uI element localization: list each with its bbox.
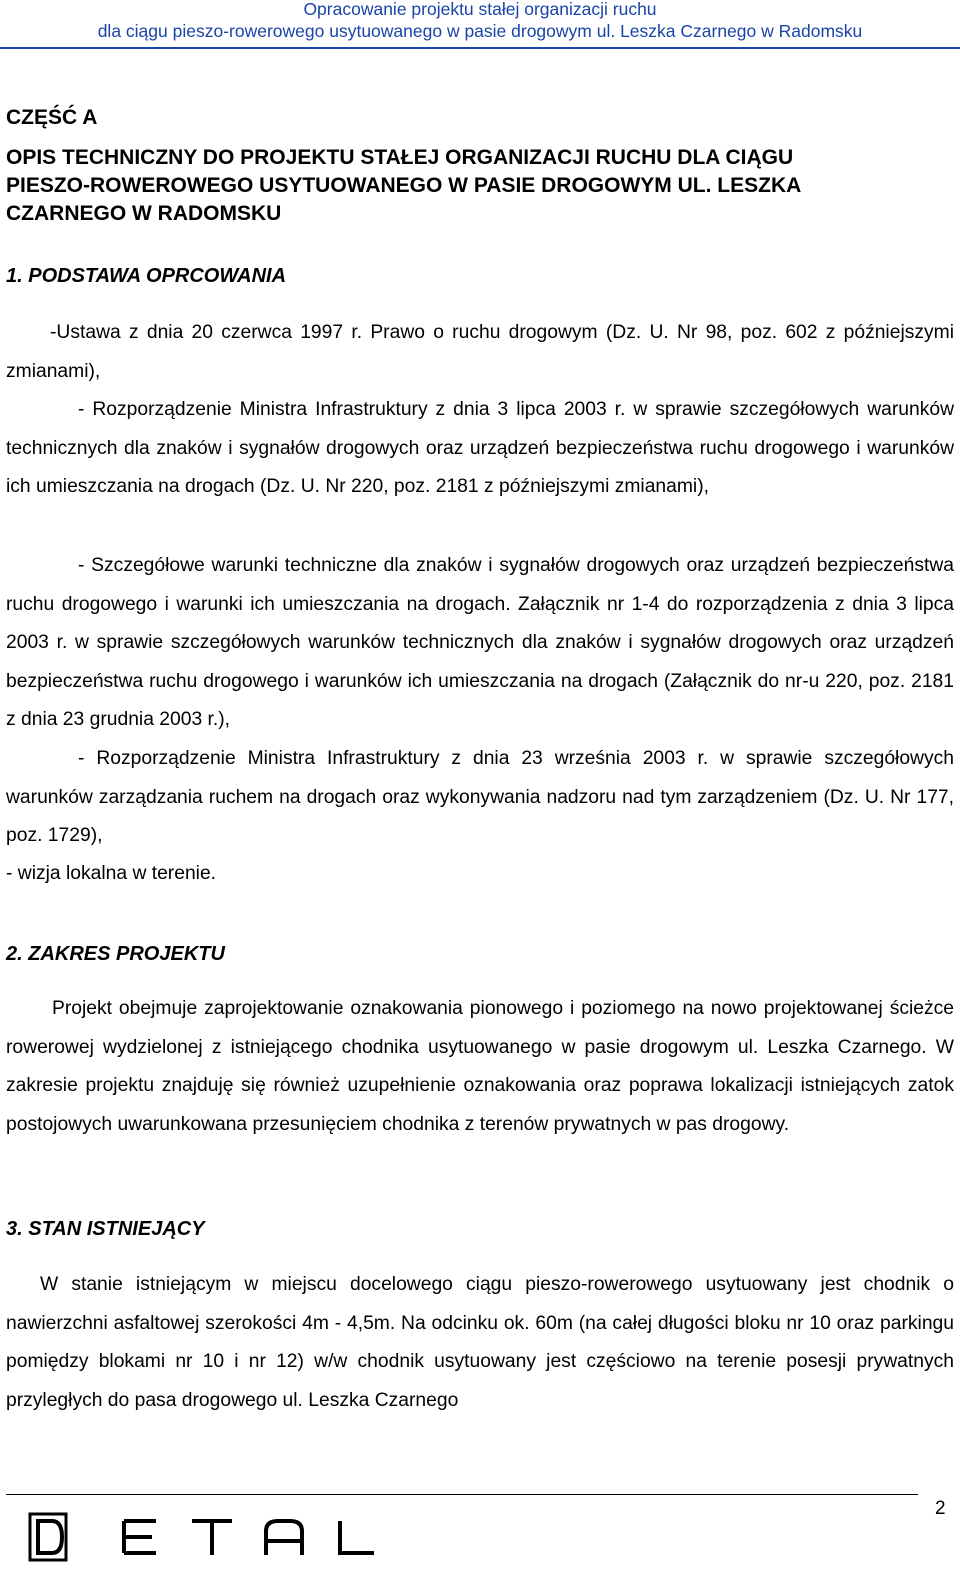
section-1-item-2 xyxy=(6,391,954,507)
section-2-heading: 2. ZAKRES PROJEKTU xyxy=(6,943,225,965)
section-1-item-4 xyxy=(6,740,954,856)
section-1-item-2-text: - Rozporządzenie Ministra Infrastruktury z dnia 3 lipca 2003 r. w sprawie szczegółowych warunków technicznych dla znaków i sygnałów drogowych oraz urządzeń bezpieczeństwa ruchu drogowego i warunków ich umieszczania na drogach (Dz. U. Nr 220, poz. 2181 z późniejszymi zmianami), xyxy=(6,399,954,497)
page-number: 2 xyxy=(935,1498,946,1519)
header-line-1: Opracowanie projektu stałej organizacji ruchu xyxy=(303,0,657,19)
document-title-line-2: PIESZO-ROWEROWEGO USYTUOWANEGO W PASIE DROGOWYM UL. LESZKA xyxy=(6,174,802,197)
section-1-item-5 xyxy=(6,855,954,894)
section-1-item-4-text: - Rozporządzenie Ministra Infrastruktury z dnia 23 września 2003 r. w sprawie szczegółowych warunków zarządzania ruchem na drogach oraz wykonywania nadzoru nad tym zarządzeniem (Dz. U. Nr 177, poz. 1729), xyxy=(6,748,954,846)
section-1-heading: 1. PODSTAWA OPRCOWANIA xyxy=(6,265,287,287)
section-1-item-1 xyxy=(6,314,954,391)
document-title-line-1: OPIS TECHNICZNY DO PROJEKTU STAŁEJ ORGANIZACJI RUCHU DLA CIĄGU xyxy=(6,146,794,169)
section-1-item-3 xyxy=(6,547,954,740)
section-2-paragraph xyxy=(6,990,954,1144)
footer-divider xyxy=(6,1494,918,1495)
part-label: CZĘŚĆ A xyxy=(6,106,98,129)
section-1-item-5-text: - wizja lokalna w terenie. xyxy=(6,863,217,884)
header-divider xyxy=(0,47,960,49)
document-title-line-3: CZARNEGO W RADOMSKU xyxy=(6,202,282,225)
section-1-item-3-text: - Szczegółowe warunki techniczne dla znaków i sygnałów drogowych oraz urządzeń bezpieczeństwa ruchu drogowego i warunki ich umieszczania na drogach. Załącznik nr 1-4 do rozporządzenia z dnia 3 lipca 2003 r. w sprawie szczegółowych warunków technicznych dla znaków i sygnałów drogowych oraz urządzeń bezpieczeństwa ruchu drogowego i warunków ich umieszczania na drogach (Załącznik do nr-u 220, poz. 2181 z dnia 23 grudnia 2003 r.), xyxy=(6,555,954,730)
section-2-text: Projekt obejmuje zaprojektowanie oznakowania pionowego i poziomego na nowo projektowanej ścieżce rowerowej wydzielonej z istniejącego chodnika usytuowanego w pasie drogowym ul. Leszka Czarnego. W zakresie projektu znajduję się również uzupełnienie oznakowania oraz poprawa lokalizacji istniejących zatok postojowych uwarunkowana przesunięciem chodnika z terenów prywatnych w pas drogowy. xyxy=(6,998,954,1135)
section-3-text: W stanie istniejącym w miejscu docelowego ciągu pieszo-rowerowego usytuowany jest chodnik o nawierzchni asfaltowej szerokości 4m - 4,5m. Na odcinku ok. 60m (na całej długości bloku nr 10 oraz parkingu pomiędzy blokami nr 10 i nr 12) w/w chodnik usytuowany jest częściowo na terenie posesji prywatnych przyległych do pasa drogowego ul. Leszka Czarnego xyxy=(6,1274,954,1411)
detal-logo xyxy=(28,1511,378,1563)
section-1-item-1-text: -Ustawa z dnia 20 czerwca 1997 r. Prawo o ruchu drogowym (Dz. U. Nr 98, poz. 602 z późniejszymi zmianami), xyxy=(6,322,954,382)
section-3-heading: 3. STAN ISTNIEJĄCY xyxy=(6,1218,205,1240)
header-line-2: dla ciągu pieszo-rowerowego usytuowanego w pasie drogowym ul. Leszka Czarnego w Radomsku xyxy=(97,21,863,41)
section-3-paragraph xyxy=(6,1266,954,1420)
